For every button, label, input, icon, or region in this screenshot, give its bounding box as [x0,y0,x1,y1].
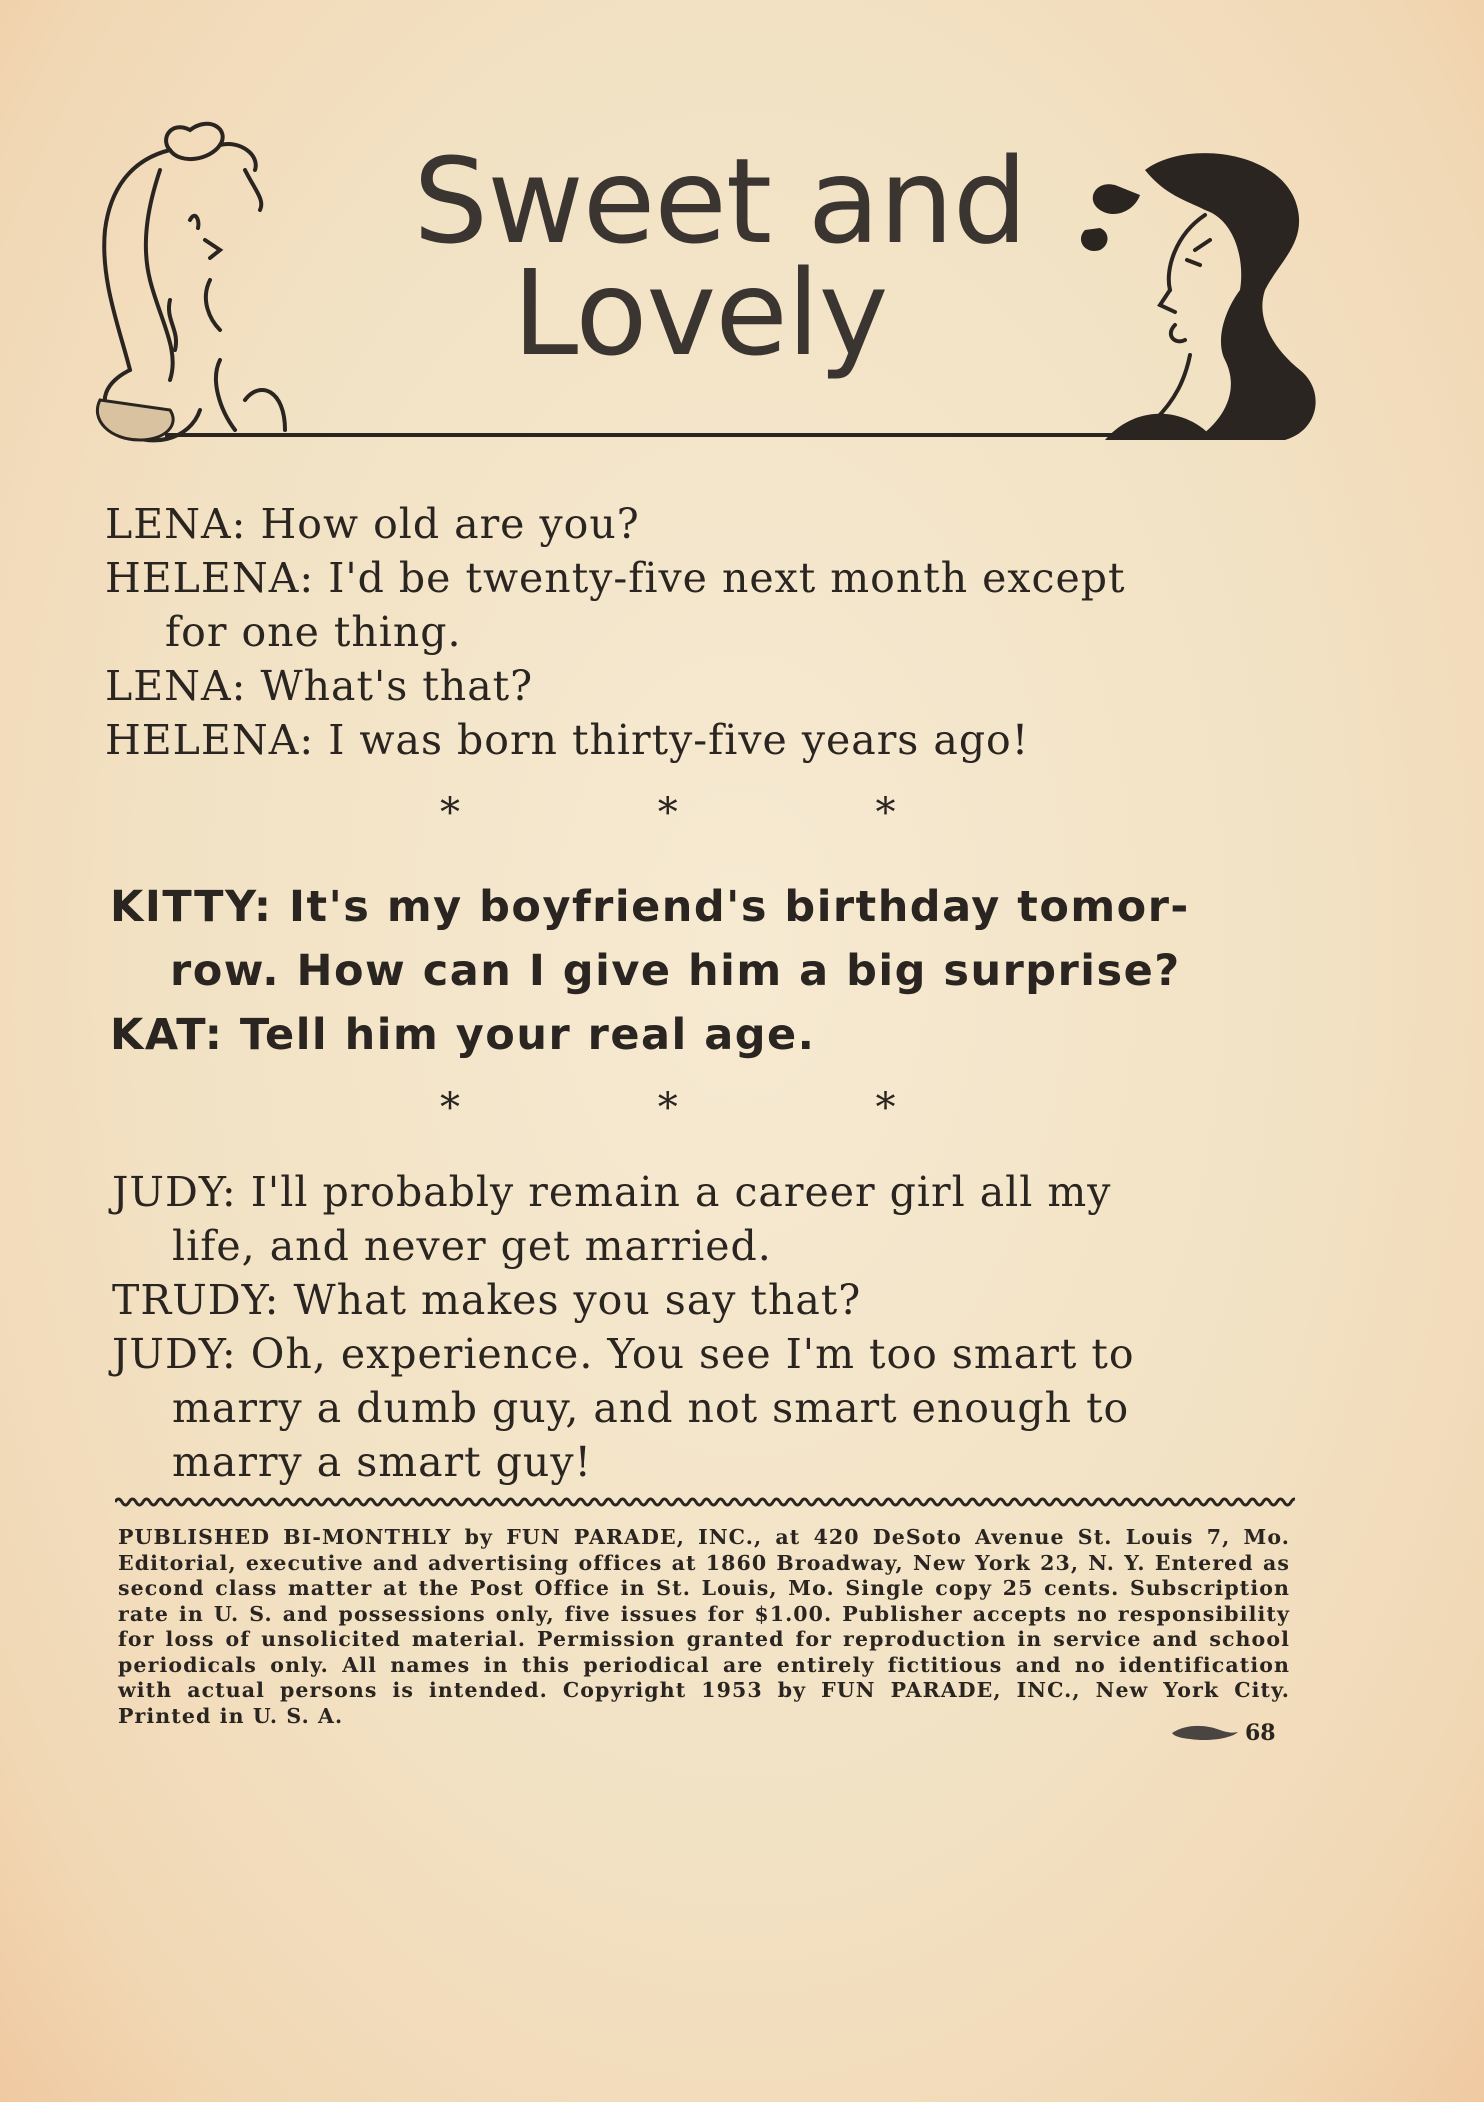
dialogue-continuation: marry a smart guy! [172,1438,592,1486]
dialogue-text: I'd be twenty-five next month except [328,554,1126,602]
joke-1 [105,497,1285,767]
speaker: TRUDY: [112,1276,280,1324]
speaker: JUDY: [112,1168,237,1216]
wavy-divider [115,1495,1295,1509]
page-title [370,132,1070,382]
ornament-icon [1170,1722,1240,1744]
joke-2 [110,875,1290,1067]
dialogue-line: KAT: Tell him your real age. [110,1010,816,1060]
speaker: HELENA: [105,716,315,764]
star: * [875,790,896,836]
dialogue-line [105,659,1285,713]
dialogue-continuation: life, and never get married. [172,1222,772,1270]
dialogue-text: How old are you? [260,500,640,548]
dialogue-text: What makes you say that? [293,1276,862,1324]
separator-2 [440,1085,895,1131]
title-line-1: Sweet and [413,132,1027,270]
star: * [657,790,678,836]
dialogue-line [105,497,1285,551]
dialogue-line [105,713,1285,767]
separator-1 [440,790,895,836]
title-underline [165,433,1245,437]
dialogue-text: What's that? [260,662,534,710]
dialogue-text: Oh, experience. You see I'm too smart to [250,1330,1135,1378]
star: * [875,1085,896,1131]
dialogue-line [112,1165,1292,1219]
speaker: HELENA: [105,554,315,602]
dialogue-text: I was born thirty-five years ago! [328,716,1030,764]
star: * [657,1085,678,1131]
joke-3 [112,1165,1292,1489]
dialogue-text: I'll probably remain a career girl all my [250,1168,1112,1216]
dialogue-continuation: for one thing. [165,608,462,656]
page-number: 68 [1245,1720,1276,1746]
speaker: LENA: [105,662,247,710]
star: * [440,1085,460,1131]
dialogue-continuation: marry a dumb guy, and not smart enough to [172,1384,1130,1432]
dialogue-line [112,1273,1292,1327]
speaker: LENA: [105,500,247,548]
dialogue-line [112,1327,1292,1381]
dialogue-line [105,551,1285,605]
title-line-2: Lovely [512,244,888,382]
right-girl-illustration [1075,140,1335,470]
star: * [440,790,460,836]
dialogue-line: KITTY: It's my boyfriend's birthday tomor- [110,882,1190,932]
publication-notice: PUBLISHED BI-MONTHLY by FUN PARADE, INC., at 420 DeSoto Avenue St. Louis 7, Mo. Editorial, executive and advertising offices at 1860 Broadway, New York 23, N. Y. Entered as second class matter at the Post Office in St. Louis, Mo. Single copy 25 cents. Subscription rate in U. S. and possessions only, five issues for $1.00. Publisher accepts no responsibility for loss of unsolicited material. Permission granted for reproduction in service and school periodicals only. All names in this periodical are entirely fictitious and no identification with actual persons is intended. Copyright 1953 by FUN PARADE, INC., New York City. Printed in U. S. A. [118,1525,1290,1728]
dialogue-continuation: row. How can I give him a big surprise? [170,946,1181,996]
speaker: JUDY: [112,1330,237,1378]
